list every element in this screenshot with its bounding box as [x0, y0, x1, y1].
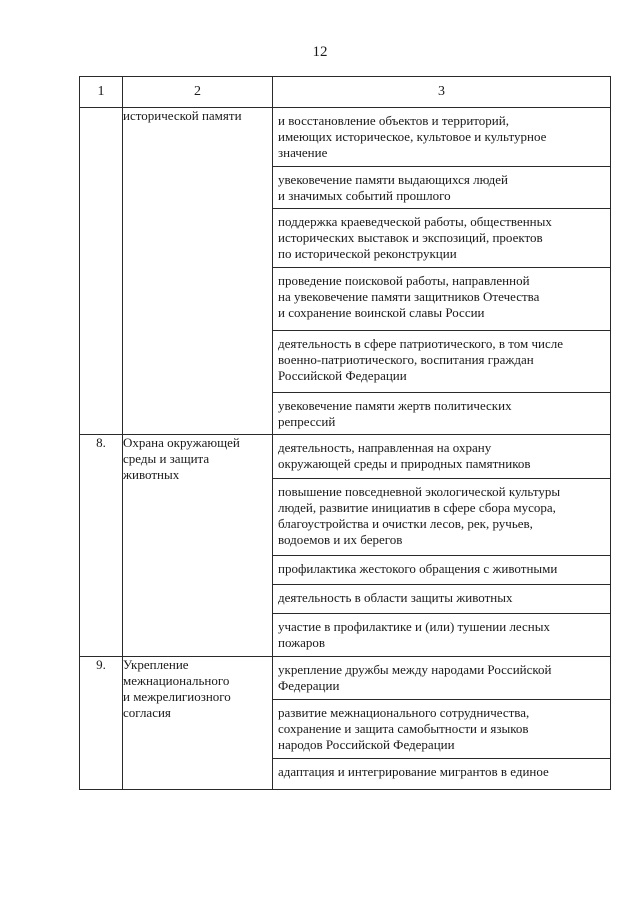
- page-number: 12: [312, 44, 328, 60]
- direction-line: исторической памяти: [123, 108, 242, 123]
- activity-item: [273, 166, 610, 208]
- table-header-row: [80, 77, 611, 108]
- table-row: [80, 657, 611, 790]
- activity-line: повышение повседневной экологической культуры: [278, 484, 561, 499]
- activity-item: [273, 435, 610, 478]
- activity-line: сохранение и защита самобытности и языков: [278, 721, 529, 736]
- activity-line: адаптация и интегрирование мигрантов в единое: [278, 764, 549, 779]
- activity-line: деятельность в сфере патриотического, в том числе: [278, 336, 564, 351]
- activity-line: увековечение памяти жертв политических: [278, 398, 512, 413]
- activity-line: и значимых событий прошлого: [278, 188, 451, 203]
- activity-line: увековечение памяти выдающихся людей: [278, 172, 509, 187]
- direction-line: Укрепление: [123, 657, 189, 672]
- activity-line: окружающей среды и природных памятников: [278, 456, 531, 471]
- activities-cell: [273, 657, 611, 790]
- activity-item: [273, 392, 610, 434]
- activity-line: военно-патриотического, воспитания граждан: [278, 352, 534, 367]
- activity-line: по исторической реконструкции: [278, 246, 457, 261]
- activity-item: [273, 208, 610, 267]
- activity-line: и восстановление объектов и территорий,: [278, 113, 509, 128]
- direction-line: среды и защита: [123, 451, 210, 466]
- activity-line: репрессий: [278, 414, 336, 429]
- table-body: [80, 108, 611, 790]
- activity-line: значение: [278, 145, 328, 160]
- activity-line: деятельность, направленная на охрану: [278, 440, 492, 455]
- direction-cell: [123, 435, 273, 657]
- activity-line: развитие межнационального сотрудничества,: [278, 705, 530, 720]
- activity-line: деятельность в области защиты животных: [278, 590, 513, 605]
- activity-line: водоемов и их берегов: [278, 532, 403, 547]
- direction-line: межнационального: [123, 673, 230, 688]
- direction-line: Охрана окружающей: [123, 435, 240, 450]
- activity-line: имеющих историческое, культовое и культурное: [278, 129, 547, 144]
- activity-line: участие в профилактике и (или) тушении лесных: [278, 619, 550, 634]
- activity-line: исторических выставок и экспозиций, проектов: [278, 230, 543, 245]
- activities-cell: [273, 108, 611, 435]
- activity-item: [273, 267, 610, 330]
- direction-cell: [123, 108, 273, 435]
- activity-item: [273, 657, 610, 699]
- activity-item: [273, 108, 610, 166]
- row-number: 8.: [80, 435, 123, 657]
- activity-line: народов Российской Федерации: [278, 737, 455, 752]
- row-number: 9.: [80, 657, 123, 790]
- activity-line: проведение поисковой работы, направленной: [278, 273, 530, 288]
- activity-line: людей, развитие инициатив в сфере сбора мусора,: [278, 500, 556, 515]
- activity-line: пожаров: [278, 635, 326, 650]
- activity-item: [273, 613, 610, 656]
- activity-line: поддержка краеведческой работы, общественных: [278, 214, 552, 229]
- header-col-2: 2: [123, 77, 273, 108]
- activity-item: [273, 478, 610, 555]
- activity-item: [273, 699, 610, 758]
- activity-line: благоустройства и очистки лесов, рек, ручьев,: [278, 516, 533, 531]
- activity-line: Российской Федерации: [278, 368, 407, 383]
- activity-item: [273, 584, 610, 613]
- activity-line: профилактика жестокого обращения с животными: [278, 561, 558, 576]
- activity-line: Федерации: [278, 678, 340, 693]
- header-col-1: 1: [80, 77, 123, 108]
- direction-cell: [123, 657, 273, 790]
- direction-line: животных: [123, 467, 180, 482]
- direction-line: и межрелигиозного: [123, 689, 231, 704]
- table-row: [80, 108, 611, 435]
- activities-cell: [273, 435, 611, 657]
- header-col-3: 3: [273, 77, 611, 108]
- activity-item: [273, 758, 610, 789]
- activity-line: укрепление дружбы между народами Российской: [278, 662, 552, 677]
- activities-table: [79, 76, 611, 790]
- table-row: [80, 435, 611, 657]
- row-number: [80, 108, 123, 435]
- direction-line: согласия: [123, 705, 171, 720]
- activity-line: на увековечение памяти защитников Отечества: [278, 289, 540, 304]
- activity-item: [273, 555, 610, 584]
- activity-line: и сохранение воинской славы России: [278, 305, 485, 320]
- activity-item: [273, 330, 610, 392]
